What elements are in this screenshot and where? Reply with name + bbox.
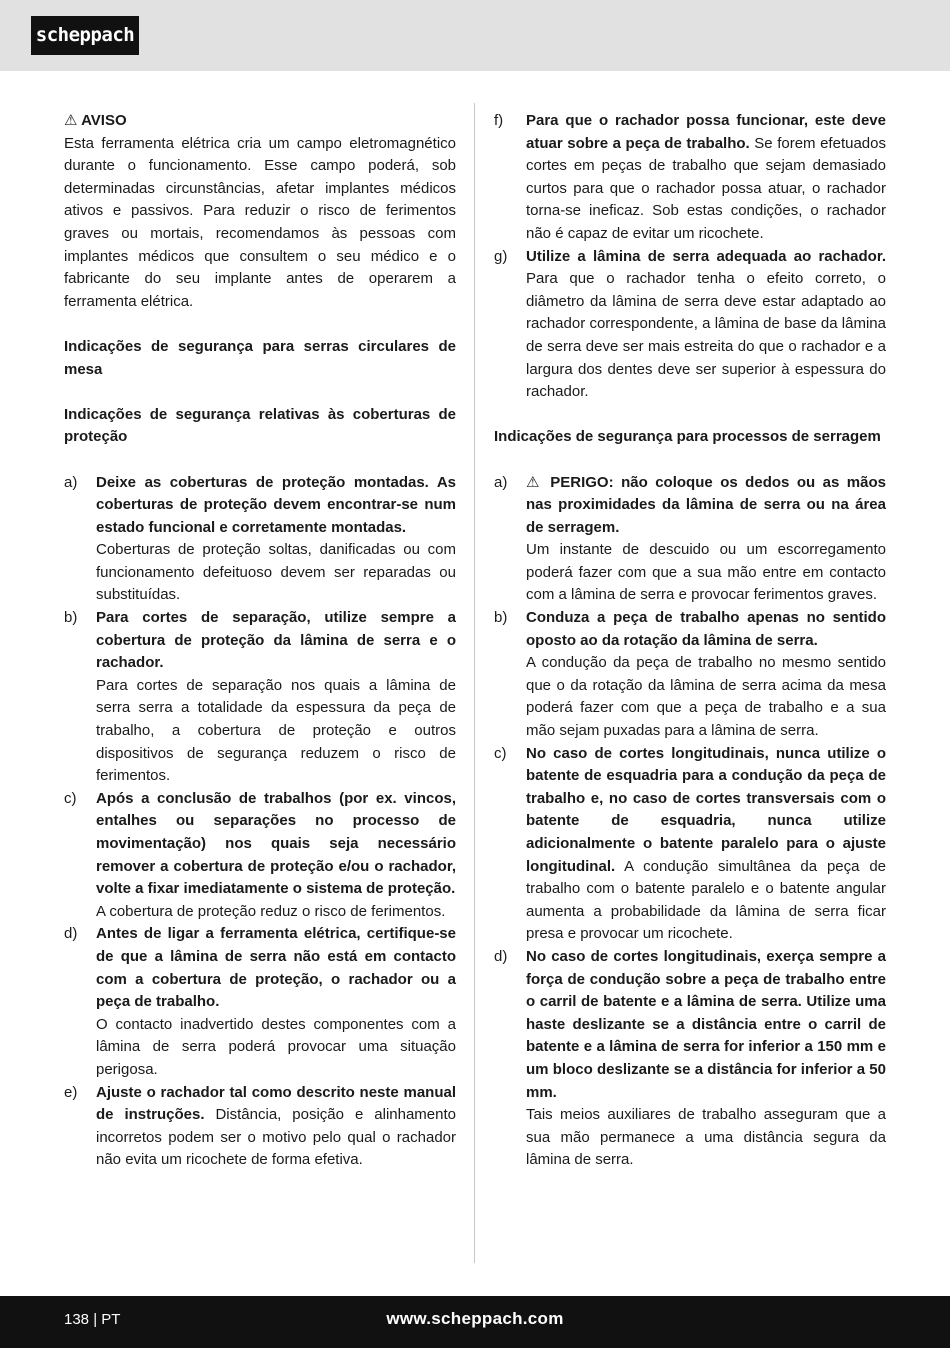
list-item-label: c)	[494, 744, 507, 762]
list-item-bold: Utilize a lâmina de serra adequada ao rachador.	[526, 247, 886, 265]
list-item-text: Para que o rachador tenha o efeito correto, o diâmetro da lâmina de serra deve estar adaptado ao rachador correspondente, a lâmina de base da lâmina de serra deve ser mais estreita do que o rachador e a largura dos dentes deve ser superior à espessura do rachador.	[526, 270, 886, 401]
section-heading-protective-covers: Indicações de segurança relativas às coberturas de proteção	[64, 405, 456, 446]
list-item-bold: Para cortes de separação, utilize sempre a cobertura de proteção da lâmina de serra e o rachador.	[96, 609, 456, 672]
list-item	[64, 788, 456, 924]
list-item	[494, 743, 886, 946]
list-item-label: e)	[64, 1083, 78, 1101]
list-item-text: Para cortes de separação nos quais a lâmina de serra serra a totalidade da espessura da peça de trabalho, a cobertura de proteção e outros dispositivos de segurança reduzem o risco de ferimentos.	[96, 676, 456, 785]
list-item-text: Se forem efetuados cortes em peças de trabalho que sejam demasiado curtos para que o rachador possa atuar, o rachador torna-se ineficaz. Sob estas condições, o rachador não é capaz de evitar um ricochete.	[526, 134, 886, 242]
scheppach-logo: scheppach	[31, 16, 139, 55]
language-code: PT	[101, 1311, 121, 1328]
list-item	[494, 110, 886, 246]
list-item-bold: Ajuste o rachador tal como descrito neste manual de instruções.	[96, 1083, 456, 1124]
list-item-bold: Antes de ligar a ferramenta elétrica, certifique-se de que a lâmina de serra não está em contacto com a cobertura de proteção, o rachador ou a peça de trabalho.	[96, 925, 456, 1011]
list-item	[494, 246, 886, 404]
list-item-bold: No caso de cortes longitudinais, nunca utilize o batente de esquadria para a condução da peça de trabalho e, no caso de cortes transversais com o batente de esquadria, nunca utilize adicionalmente o batente paralelo para o ajuste longitudinal.	[526, 744, 886, 875]
list-item-label: b)	[64, 609, 78, 627]
list-item-label: a)	[64, 473, 78, 491]
section-heading-circular-saws: Indicações de segurança para serras circulares de mesa	[64, 337, 456, 378]
list-item-bold: Deixe as coberturas de proteção montadas. As coberturas de proteção devem encontrar-se num estado funcional e corretamente montadas.	[96, 473, 456, 536]
page-header	[0, 0, 950, 71]
list-item-text: A condução simultânea da peça de trabalho com o batente paralelo e o batente angular aumenta a probabilidade da lâmina de serra ficar presa e provocar um ricochete.	[526, 857, 886, 943]
warning-triangle-icon: ⚠	[64, 112, 78, 129]
list-item-text: Um instante de descuido ou um escorregamento poderá fazer com que a sua mão entre em contacto com a lâmina de serra e provocar ferimentos graves.	[526, 541, 886, 604]
warning-title: AVISO	[81, 112, 127, 129]
list-item	[64, 923, 456, 1081]
list-item	[64, 607, 456, 788]
warning-text: Esta ferramenta elétrica cria um campo eletromagnético durante o funcionamento. Esse campo poderá, sob determinadas circunstâncias, afetar implantes médicos ativos e passivos. Para reduzir o risco de ferimentos graves ou mortais, recomendamos às pessoas com implantes médicos que consultem o seu médico e o fabricante do seu implante antes de operarem a ferramenta elétrica.	[64, 134, 456, 310]
list-item-bold: Após a conclusão de trabalhos (por ex. vincos, entalhes ou separações no processo de movimentação) nos quais seja necessário remover a cobertura de proteção e/ou o rachador, volte a fixar imediatamente o sistema de proteção.	[96, 789, 456, 898]
right-column	[494, 110, 886, 1172]
list-item-text: A cobertura de proteção reduz o risco de ferimentos.	[96, 902, 446, 920]
list-item	[64, 1082, 456, 1172]
warning-heading	[64, 110, 456, 133]
list-item-label: f)	[494, 112, 504, 129]
footer-separator: |	[93, 1311, 98, 1328]
list-item-bold: No caso de cortes longitudinais, exerça sempre a força de condução sobre a peça de trabalho entre o carril de batente e a lâmina de serra. Utilize uma haste deslizante se a distância entre o carril de batente e a lâmina de serra for inferior a 150 mm e um bloco deslizante se a distância for inferior a 50 mm.	[526, 947, 886, 1101]
list-item-label: g)	[494, 247, 508, 265]
list-item-bold: Para que o rachador possa funcionar, este deve atuar sobre a peça de trabalho.	[526, 112, 886, 152]
list-item-label: b)	[494, 609, 508, 627]
list-item-bold: PERIGO: não coloque os dedos ou as mãos nas proximidades da lâmina de serra ou na área de serragem.	[526, 473, 886, 536]
list-item-text: Coberturas de proteção soltas, danificadas ou com funcionamento defeituoso devem ser reparadas ou substituídas.	[96, 541, 456, 604]
list-item-label: c)	[64, 789, 77, 807]
page-number: 138	[64, 1311, 90, 1328]
list-item	[494, 607, 886, 743]
left-column	[64, 110, 456, 1172]
page-footer	[0, 1296, 950, 1348]
list-item-label: d)	[64, 925, 78, 943]
section-heading-sawing-processes: Indicações de segurança para processos de serragem	[494, 428, 881, 446]
list-item-text: A condução da peça de trabalho no mesmo sentido que o da rotação da lâmina de serra acima da mesa poderá fazer com que a peça de trabalho e a sua mão sejam puxadas para a lâmina de serra.	[526, 654, 886, 740]
list-item	[494, 472, 886, 608]
column-divider	[474, 103, 475, 1263]
list-item-text: O contacto inadvertido destes componentes com a lâmina de serra poderá provocar uma situação perigosa.	[96, 1015, 456, 1078]
website-link[interactable]: www.scheppach.com	[386, 1309, 564, 1328]
list-item	[494, 946, 886, 1172]
list-item-label: d)	[494, 947, 508, 965]
danger-triangle-icon: ⚠	[526, 473, 543, 491]
list-item-label: a)	[494, 473, 508, 491]
list-item-bold: Conduza a peça de trabalho apenas no sentido oposto ao da rotação da lâmina de serra.	[526, 609, 886, 649]
list-item-text: Tais meios auxiliares de trabalho asseguram que a sua mão permanece a uma distância segura da lâmina de serra.	[526, 1106, 886, 1169]
list-item	[64, 472, 456, 608]
list-item-text: Distância, posição e alinhamento incorretos podem ser o motivo pelo qual o rachador não evita um ricochete de forma efetiva.	[96, 1106, 456, 1169]
